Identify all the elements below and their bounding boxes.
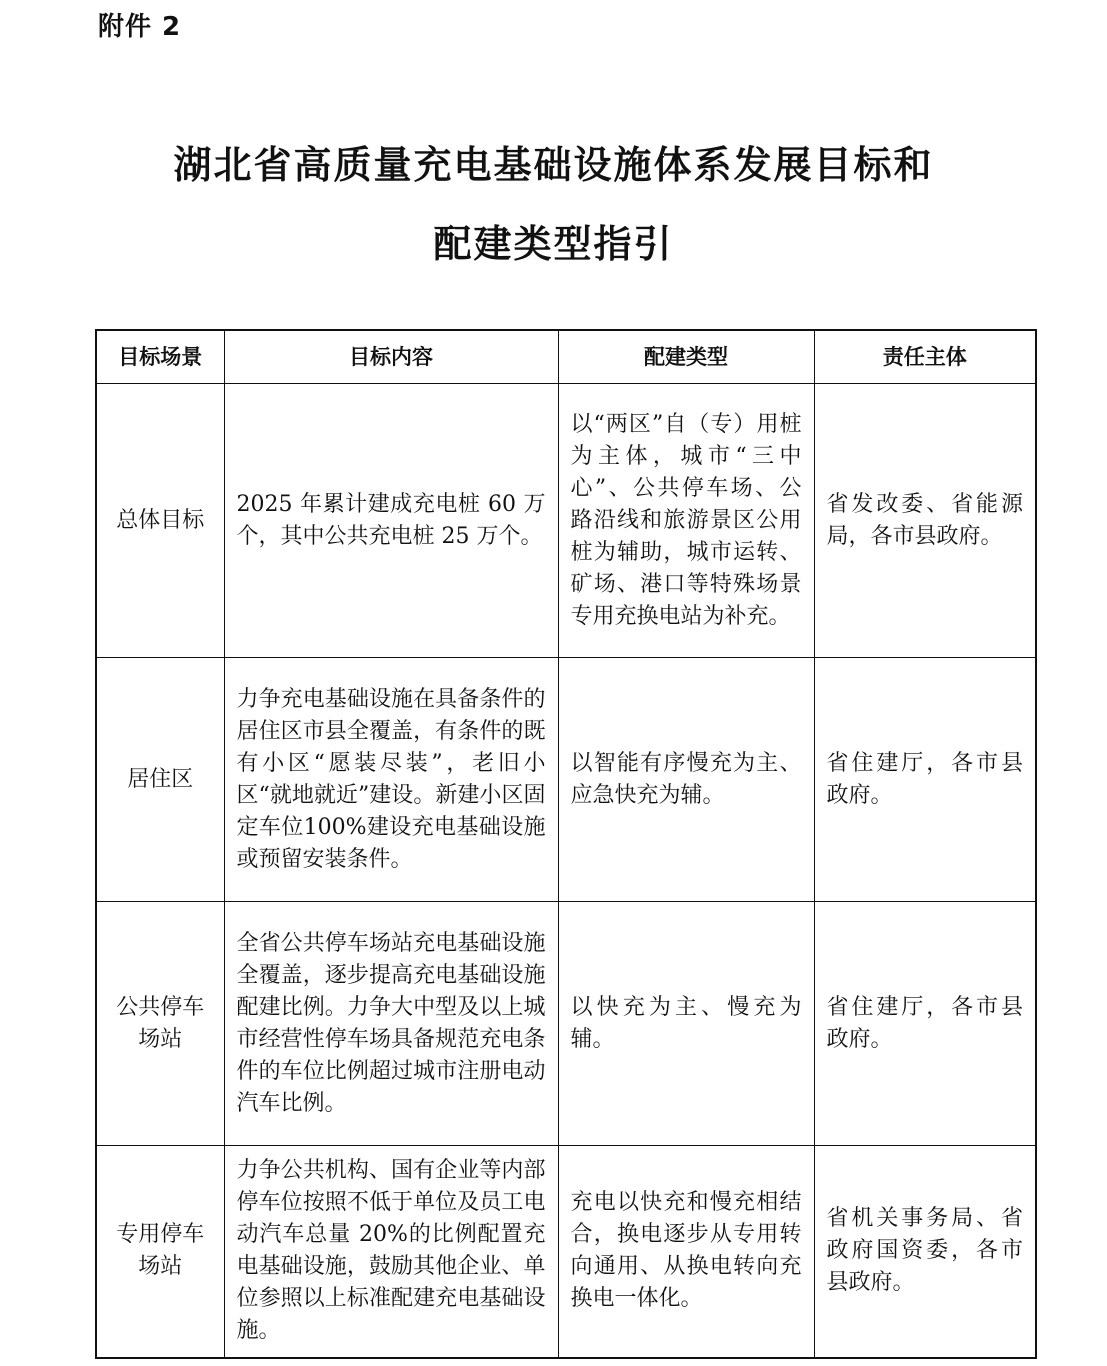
header-type: 配建类型	[558, 330, 814, 384]
table-row	[96, 1146, 1036, 1358]
guide-table	[95, 329, 1037, 1359]
table-header-row	[96, 330, 1036, 384]
row-content: 力争充电基础设施在具备条件的居住区市县全覆盖，有条件的既有小区“愿装尽装”，老旧小区“就地就近”建设。新建小区固定车位100%建设充电基础设施或预留安装条件。	[224, 658, 558, 902]
row-owner: 省住建厅，各市县政府。	[814, 658, 1036, 902]
row-owner: 省住建厅，各市县政府。	[814, 902, 1036, 1146]
row-scene: 总体目标	[96, 384, 224, 658]
row-type: 以快充为主、慢充为辅。	[558, 902, 814, 1146]
row-content: 2025 年累计建成充电桩 60 万个，其中公共充电桩 25 万个。	[224, 384, 558, 658]
row-type: 以“两区”自（专）用桩为主体，城市“三中心”、公共停车场、公路沿线和旅游景区公用桩为辅助，城市运转、矿场、港口等特殊场景专用充换电站为补充。	[558, 384, 814, 658]
table-row	[96, 384, 1036, 658]
document-title-line-1: 湖北省高质量充电基础设施体系发展目标和	[173, 143, 934, 187]
row-scene: 居住区	[96, 658, 224, 902]
row-owner: 省机关事务局、省政府国资委，各市县政府。	[814, 1146, 1036, 1358]
row-type: 以智能有序慢充为主、应急快充为辅。	[558, 658, 814, 902]
attachment-label: 附件 2	[98, 12, 182, 42]
row-owner: 省发改委、省能源局，各市县政府。	[814, 384, 1036, 658]
table-row	[96, 902, 1036, 1146]
header-owner: 责任主体	[814, 330, 1036, 384]
row-content: 力争公共机构、国有企业等内部停车位按照不低于单位及员工电动汽车总量 20%的比例配置充电基础设施，鼓励其他企业、单位参照以上标准配建充电基础设施。	[224, 1146, 558, 1358]
row-scene: 公共停车场站	[96, 902, 224, 1146]
header-scene: 目标场景	[96, 330, 224, 384]
row-scene: 专用停车场站	[96, 1146, 224, 1358]
row-type: 充电以快充和慢充相结合，换电逐步从专用转向通用、从换电转向充换电一体化。	[558, 1146, 814, 1358]
document-title-line-2: 配建类型指引	[433, 222, 674, 266]
row-content: 全省公共停车场站充电基础设施全覆盖，逐步提高充电基础设施配建比例。力争大中型及以上城市经营性停车场具备规范充电条件的车位比例超过城市注册电动汽车比例。	[224, 902, 558, 1146]
header-content: 目标内容	[224, 330, 558, 384]
table-row	[96, 658, 1036, 902]
